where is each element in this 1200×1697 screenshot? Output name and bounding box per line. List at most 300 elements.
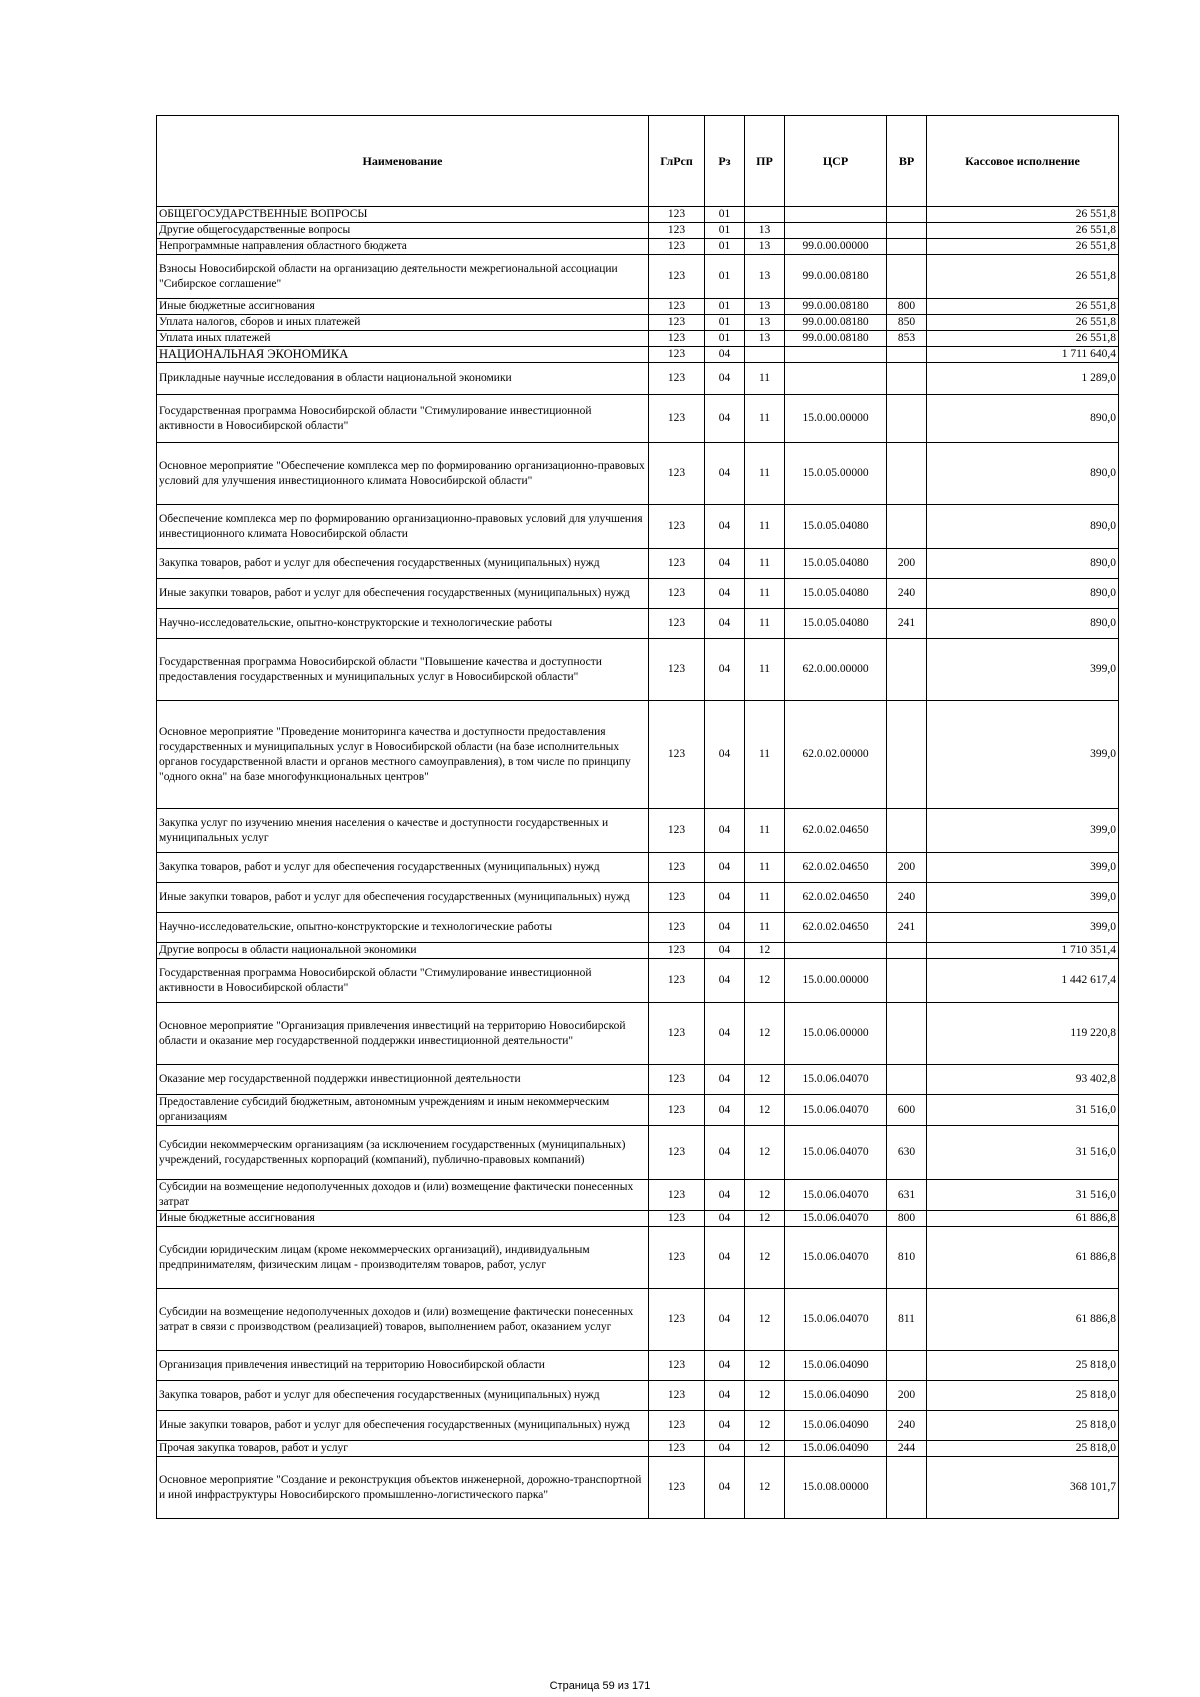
row-pr: 12 [745, 1211, 785, 1227]
header-csr: ЦСР [785, 116, 887, 207]
row-pr: 12 [745, 1411, 785, 1441]
row-amount: 25 818,0 [927, 1381, 1119, 1411]
row-csr [785, 223, 887, 239]
row-rz: 04 [705, 443, 745, 505]
row-vr: 244 [887, 1441, 927, 1457]
table-row [157, 1180, 1119, 1211]
row-vr [887, 239, 927, 255]
row-csr: 15.0.06.04070 [785, 1289, 887, 1351]
row-rz: 04 [705, 1211, 745, 1227]
row-name: Государственная программа Новосибирской области "Стимулирование инвестиционной активности в Новосибирской области" [157, 959, 649, 1003]
row-name: Научно-исследовательские, опытно-конструкторские и технологические работы [157, 913, 649, 943]
row-amount: 31 516,0 [927, 1180, 1119, 1211]
row-glrsp: 123 [649, 1441, 705, 1457]
row-csr: 99.0.00.08180 [785, 315, 887, 331]
row-vr [887, 395, 927, 443]
row-glrsp: 123 [649, 255, 705, 299]
row-csr: 15.0.06.04090 [785, 1351, 887, 1381]
table-row [157, 943, 1119, 959]
row-vr [887, 1457, 927, 1519]
row-pr: 11 [745, 883, 785, 913]
table-row [157, 1003, 1119, 1065]
row-name: Прикладные научные исследования в области национальной экономики [157, 363, 649, 395]
table-row [157, 1126, 1119, 1180]
row-amount: 26 551,8 [927, 223, 1119, 239]
row-name: Организация привлечения инвестиций на территорию Новосибирской области [157, 1351, 649, 1381]
row-pr: 12 [745, 1457, 785, 1519]
row-rz: 04 [705, 959, 745, 1003]
row-pr: 13 [745, 223, 785, 239]
row-glrsp: 123 [649, 1003, 705, 1065]
row-glrsp: 123 [649, 1126, 705, 1180]
row-glrsp: 123 [649, 315, 705, 331]
row-amount: 890,0 [927, 395, 1119, 443]
row-rz: 04 [705, 1003, 745, 1065]
row-rz: 01 [705, 223, 745, 239]
header-rz: Рз [705, 116, 745, 207]
row-pr: 13 [745, 299, 785, 315]
row-rz: 04 [705, 1095, 745, 1126]
table-row [157, 1457, 1119, 1519]
row-amount: 890,0 [927, 609, 1119, 639]
row-csr: 15.0.05.04080 [785, 609, 887, 639]
row-glrsp: 123 [649, 223, 705, 239]
row-amount: 26 551,8 [927, 315, 1119, 331]
header-glrsp: ГлРсп [649, 116, 705, 207]
row-glrsp: 123 [649, 701, 705, 809]
row-rz: 04 [705, 549, 745, 579]
table-header [157, 116, 1119, 207]
row-amount: 25 818,0 [927, 1441, 1119, 1457]
row-name: Основное мероприятие "Проведение мониторинга качества и доступности предоставления государственных и муниципальных услуг в Новосибирской области (на базе исполнительных органов государственной власти и органов местного самоуправления), в том числе по принципу "одного окна" на базе многофункциональных центров" [157, 701, 649, 809]
row-csr: 15.0.00.00000 [785, 959, 887, 1003]
row-rz: 04 [705, 347, 745, 363]
row-vr: 800 [887, 1211, 927, 1227]
row-amount: 399,0 [927, 853, 1119, 883]
row-amount: 1 710 351,4 [927, 943, 1119, 959]
table-row [157, 1441, 1119, 1457]
row-rz: 04 [705, 1381, 745, 1411]
row-glrsp: 123 [649, 639, 705, 701]
row-vr: 240 [887, 579, 927, 609]
row-vr [887, 255, 927, 299]
row-name: Взносы Новосибирской области на организацию деятельности межрегиональной ассоциации "Сибирское соглашение" [157, 255, 649, 299]
row-vr: 630 [887, 1126, 927, 1180]
row-csr: 62.0.02.04650 [785, 853, 887, 883]
row-csr: 15.0.05.04080 [785, 549, 887, 579]
row-glrsp: 123 [649, 1351, 705, 1381]
row-pr: 11 [745, 609, 785, 639]
row-pr: 11 [745, 363, 785, 395]
row-vr: 810 [887, 1227, 927, 1289]
row-csr [785, 943, 887, 959]
row-vr [887, 207, 927, 223]
row-csr [785, 363, 887, 395]
row-glrsp: 123 [649, 579, 705, 609]
row-pr: 11 [745, 549, 785, 579]
row-rz: 04 [705, 1289, 745, 1351]
row-rz: 04 [705, 639, 745, 701]
row-vr: 853 [887, 331, 927, 347]
row-name: Оказание мер государственной поддержки инвестиционной деятельности [157, 1065, 649, 1095]
row-glrsp: 123 [649, 1211, 705, 1227]
row-vr [887, 443, 927, 505]
row-rz: 04 [705, 609, 745, 639]
row-glrsp: 123 [649, 239, 705, 255]
row-rz: 04 [705, 701, 745, 809]
row-vr: 811 [887, 1289, 927, 1351]
table-row [157, 883, 1119, 913]
row-csr: 15.0.06.04070 [785, 1095, 887, 1126]
row-amount: 26 551,8 [927, 239, 1119, 255]
table-row [157, 809, 1119, 853]
row-amount: 61 886,8 [927, 1211, 1119, 1227]
row-csr: 62.0.02.00000 [785, 701, 887, 809]
row-rz: 01 [705, 299, 745, 315]
row-csr: 15.0.06.04090 [785, 1411, 887, 1441]
table-row [157, 1227, 1119, 1289]
row-glrsp: 123 [649, 959, 705, 1003]
row-csr: 15.0.06.04070 [785, 1126, 887, 1180]
row-pr: 11 [745, 701, 785, 809]
row-vr: 800 [887, 299, 927, 315]
row-amount: 31 516,0 [927, 1095, 1119, 1126]
row-glrsp: 123 [649, 347, 705, 363]
row-amount: 399,0 [927, 639, 1119, 701]
row-glrsp: 123 [649, 1180, 705, 1211]
row-csr: 15.0.06.04070 [785, 1180, 887, 1211]
header-row [157, 116, 1119, 207]
table-row [157, 315, 1119, 331]
row-vr [887, 1003, 927, 1065]
row-pr: 13 [745, 255, 785, 299]
row-pr: 12 [745, 1441, 785, 1457]
row-vr [887, 639, 927, 701]
row-rz: 01 [705, 207, 745, 223]
page-number: Страница 59 из 171 [549, 1680, 651, 1692]
row-pr: 11 [745, 639, 785, 701]
row-amount: 890,0 [927, 505, 1119, 549]
table-row [157, 363, 1119, 395]
row-rz: 04 [705, 395, 745, 443]
table-row [157, 913, 1119, 943]
row-pr: 12 [745, 1289, 785, 1351]
row-glrsp: 123 [649, 1095, 705, 1126]
header-vr: ВР [887, 116, 927, 207]
row-amount: 1 289,0 [927, 363, 1119, 395]
row-vr [887, 363, 927, 395]
row-vr [887, 809, 927, 853]
row-csr: 15.0.06.04090 [785, 1381, 887, 1411]
row-amount: 890,0 [927, 579, 1119, 609]
table-row [157, 1211, 1119, 1227]
row-name: Основное мероприятие "Создание и реконструкция объектов инженерной, дорожно-транспортной и иной инфраструктуры Новосибирского промышленно-логистического парка" [157, 1457, 649, 1519]
row-name: Субсидии юридическим лицам (кроме некоммерческих организаций), индивидуальным предпринимателям, физическим лицам - производителям товаров, работ, услуг [157, 1227, 649, 1289]
table-row [157, 505, 1119, 549]
row-csr: 62.0.02.04650 [785, 809, 887, 853]
row-vr [887, 943, 927, 959]
row-csr: 99.0.00.00000 [785, 239, 887, 255]
row-rz: 04 [705, 1351, 745, 1381]
row-pr: 11 [745, 579, 785, 609]
row-glrsp: 123 [649, 1457, 705, 1519]
table-row [157, 207, 1119, 223]
row-name: Уплата налогов, сборов и иных платежей [157, 315, 649, 331]
row-rz: 04 [705, 1457, 745, 1519]
row-glrsp: 123 [649, 443, 705, 505]
row-glrsp: 123 [649, 809, 705, 853]
row-name: Субсидии некоммерческим организациям (за исключением государственных (муниципальных) учреждений, государственных корпораций (компаний), публично-правовых компаний) [157, 1126, 649, 1180]
table-row [157, 959, 1119, 1003]
row-name: ОБЩЕГОСУДАРСТВЕННЫЕ ВОПРОСЫ [157, 207, 649, 223]
row-pr: 12 [745, 1065, 785, 1095]
row-name: Основное мероприятие "Обеспечение комплекса мер по формированию организационно-правовых условий для улучшения инвестиционного климата Новосибирской области" [157, 443, 649, 505]
row-vr: 200 [887, 549, 927, 579]
row-rz: 04 [705, 853, 745, 883]
row-amount: 25 818,0 [927, 1411, 1119, 1441]
row-amount: 61 886,8 [927, 1289, 1119, 1351]
row-pr: 12 [745, 1126, 785, 1180]
row-pr [745, 347, 785, 363]
row-glrsp: 123 [649, 363, 705, 395]
row-csr: 15.0.05.00000 [785, 443, 887, 505]
table-row [157, 639, 1119, 701]
row-vr: 600 [887, 1095, 927, 1126]
row-vr: 241 [887, 609, 927, 639]
row-rz: 04 [705, 1411, 745, 1441]
row-rz: 04 [705, 913, 745, 943]
row-rz: 04 [705, 1180, 745, 1211]
row-amount: 26 551,8 [927, 207, 1119, 223]
row-csr [785, 347, 887, 363]
header-amount: Кассовое исполнение [927, 116, 1119, 207]
row-pr: 11 [745, 505, 785, 549]
row-name: Субсидии на возмещение недополученных доходов и (или) возмещение фактически понесенных затрат [157, 1180, 649, 1211]
row-rz: 01 [705, 315, 745, 331]
table-row [157, 239, 1119, 255]
row-name: Иные закупки товаров, работ и услуг для обеспечения государственных (муниципальных) нужд [157, 883, 649, 913]
row-pr: 12 [745, 1003, 785, 1065]
row-pr: 11 [745, 853, 785, 883]
table-row [157, 299, 1119, 315]
table-row [157, 609, 1119, 639]
row-vr: 240 [887, 883, 927, 913]
row-glrsp: 123 [649, 505, 705, 549]
row-pr: 12 [745, 1381, 785, 1411]
row-csr [785, 207, 887, 223]
row-glrsp: 123 [649, 299, 705, 315]
row-csr: 15.0.06.04090 [785, 1441, 887, 1457]
row-rz: 01 [705, 239, 745, 255]
row-pr [745, 207, 785, 223]
table-row [157, 549, 1119, 579]
row-name: Иные бюджетные ассигнования [157, 299, 649, 315]
row-pr: 12 [745, 1227, 785, 1289]
row-name: Иные закупки товаров, работ и услуг для обеспечения государственных (муниципальных) нужд [157, 1411, 649, 1441]
row-csr: 15.0.06.04070 [785, 1065, 887, 1095]
row-pr: 12 [745, 1351, 785, 1381]
row-pr: 12 [745, 943, 785, 959]
row-rz: 04 [705, 809, 745, 853]
table-row [157, 701, 1119, 809]
table-row [157, 1381, 1119, 1411]
table-row [157, 579, 1119, 609]
table-row [157, 443, 1119, 505]
row-csr: 62.0.02.04650 [785, 883, 887, 913]
row-vr: 240 [887, 1411, 927, 1441]
row-rz: 01 [705, 331, 745, 347]
row-csr: 15.0.06.04070 [785, 1227, 887, 1289]
row-name: Предоставление субсидий бюджетным, автономным учреждениям и иным некоммерческим организациям [157, 1095, 649, 1126]
row-csr: 15.0.06.00000 [785, 1003, 887, 1065]
row-rz: 04 [705, 505, 745, 549]
row-rz: 04 [705, 1065, 745, 1095]
row-csr: 15.0.00.00000 [785, 395, 887, 443]
row-csr: 99.0.00.08180 [785, 255, 887, 299]
row-glrsp: 123 [649, 331, 705, 347]
table-row [157, 255, 1119, 299]
row-rz: 04 [705, 943, 745, 959]
row-amount: 26 551,8 [927, 255, 1119, 299]
row-name: Государственная программа Новосибирской области "Повышение качества и доступности предоставления государственных и муниципальных услуг в Новосибирской области" [157, 639, 649, 701]
row-vr: 200 [887, 1381, 927, 1411]
row-amount: 1 711 640,4 [927, 347, 1119, 363]
row-vr [887, 347, 927, 363]
row-csr: 15.0.05.04080 [785, 505, 887, 549]
row-csr: 15.0.08.00000 [785, 1457, 887, 1519]
row-glrsp: 123 [649, 1065, 705, 1095]
row-glrsp: 123 [649, 609, 705, 639]
row-pr: 13 [745, 331, 785, 347]
row-name: Государственная программа Новосибирской области "Стимулирование инвестиционной активности в Новосибирской области" [157, 395, 649, 443]
row-vr: 631 [887, 1180, 927, 1211]
row-pr: 11 [745, 443, 785, 505]
table-row [157, 1351, 1119, 1381]
row-name: Иные закупки товаров, работ и услуг для обеспечения государственных (муниципальных) нужд [157, 579, 649, 609]
row-name: Основное мероприятие "Организация привлечения инвестиций на территорию Новосибирской области и оказание мер государственной поддержки инвестиционной деятельности" [157, 1003, 649, 1065]
row-rz: 04 [705, 883, 745, 913]
table-row [157, 347, 1119, 363]
row-glrsp: 123 [649, 883, 705, 913]
row-rz: 01 [705, 255, 745, 299]
row-pr: 13 [745, 239, 785, 255]
table-row [157, 1095, 1119, 1126]
row-vr: 200 [887, 853, 927, 883]
row-pr: 13 [745, 315, 785, 331]
row-name: Закупка товаров, работ и услуг для обеспечения государственных (муниципальных) нужд [157, 549, 649, 579]
row-pr: 12 [745, 1180, 785, 1211]
row-name: НАЦИОНАЛЬНАЯ ЭКОНОМИКА [157, 347, 649, 363]
row-vr [887, 223, 927, 239]
row-pr: 12 [745, 959, 785, 1003]
table-row [157, 395, 1119, 443]
row-glrsp: 123 [649, 395, 705, 443]
row-vr: 850 [887, 315, 927, 331]
row-vr: 241 [887, 913, 927, 943]
row-rz: 04 [705, 579, 745, 609]
row-amount: 1 442 617,4 [927, 959, 1119, 1003]
row-csr: 15.0.05.04080 [785, 579, 887, 609]
row-glrsp: 123 [649, 913, 705, 943]
row-name: Закупка товаров, работ и услуг для обеспечения государственных (муниципальных) нужд [157, 853, 649, 883]
row-name: Субсидии на возмещение недополученных доходов и (или) возмещение фактически понесенных затрат в связи с производством (реализацией) товаров, выполнением работ, оказанием услуг [157, 1289, 649, 1351]
row-name: Другие общегосударственные вопросы [157, 223, 649, 239]
row-amount: 890,0 [927, 549, 1119, 579]
row-vr [887, 505, 927, 549]
row-rz: 04 [705, 1227, 745, 1289]
row-amount: 31 516,0 [927, 1126, 1119, 1180]
row-glrsp: 123 [649, 853, 705, 883]
row-pr: 11 [745, 913, 785, 943]
row-vr [887, 1065, 927, 1095]
row-vr [887, 701, 927, 809]
table-row [157, 223, 1119, 239]
row-pr: 12 [745, 1095, 785, 1126]
row-amount: 93 402,8 [927, 1065, 1119, 1095]
budget-execution-table [156, 115, 1119, 1519]
row-glrsp: 123 [649, 1381, 705, 1411]
table-row [157, 1065, 1119, 1095]
table-row [157, 1289, 1119, 1351]
row-name: Уплата иных платежей [157, 331, 649, 347]
row-amount: 119 220,8 [927, 1003, 1119, 1065]
row-vr [887, 959, 927, 1003]
row-amount: 399,0 [927, 701, 1119, 809]
row-amount: 61 886,8 [927, 1227, 1119, 1289]
row-rz: 04 [705, 1126, 745, 1180]
row-glrsp: 123 [649, 943, 705, 959]
row-glrsp: 123 [649, 1411, 705, 1441]
table-row [157, 853, 1119, 883]
row-name: Другие вопросы в области национальной экономики [157, 943, 649, 959]
row-name: Прочая закупка товаров, работ и услуг [157, 1441, 649, 1457]
row-name: Иные бюджетные ассигнования [157, 1211, 649, 1227]
row-pr: 11 [745, 395, 785, 443]
row-amount: 26 551,8 [927, 331, 1119, 347]
row-glrsp: 123 [649, 1227, 705, 1289]
row-csr: 62.0.02.04650 [785, 913, 887, 943]
row-name: Закупка товаров, работ и услуг для обеспечения государственных (муниципальных) нужд [157, 1381, 649, 1411]
row-rz: 04 [705, 1441, 745, 1457]
row-name: Обеспечение комплекса мер по формированию организационно-правовых условий для улучшения инвестиционного климата Новосибирской области [157, 505, 649, 549]
row-amount: 890,0 [927, 443, 1119, 505]
row-amount: 26 551,8 [927, 299, 1119, 315]
row-glrsp: 123 [649, 549, 705, 579]
row-name: Закупка услуг по изучению мнения населения о качестве и доступности государственных и муниципальных услуг [157, 809, 649, 853]
row-name: Научно-исследовательские, опытно-конструкторские и технологические работы [157, 609, 649, 639]
row-vr [887, 1351, 927, 1381]
row-amount: 399,0 [927, 883, 1119, 913]
row-csr: 99.0.00.08180 [785, 299, 887, 315]
table-row [157, 331, 1119, 347]
table-body [157, 207, 1119, 1519]
header-pr: ПР [745, 116, 785, 207]
row-pr: 11 [745, 809, 785, 853]
row-csr: 62.0.00.00000 [785, 639, 887, 701]
row-glrsp: 123 [649, 207, 705, 223]
row-name: Непрограммные направления областного бюджета [157, 239, 649, 255]
header-name: Наименование [157, 116, 649, 207]
row-csr: 15.0.06.04070 [785, 1211, 887, 1227]
row-amount: 25 818,0 [927, 1351, 1119, 1381]
row-amount: 399,0 [927, 913, 1119, 943]
row-amount: 368 101,7 [927, 1457, 1119, 1519]
row-rz: 04 [705, 363, 745, 395]
table-row [157, 1411, 1119, 1441]
row-amount: 399,0 [927, 809, 1119, 853]
row-csr: 99.0.00.08180 [785, 331, 887, 347]
row-glrsp: 123 [649, 1289, 705, 1351]
